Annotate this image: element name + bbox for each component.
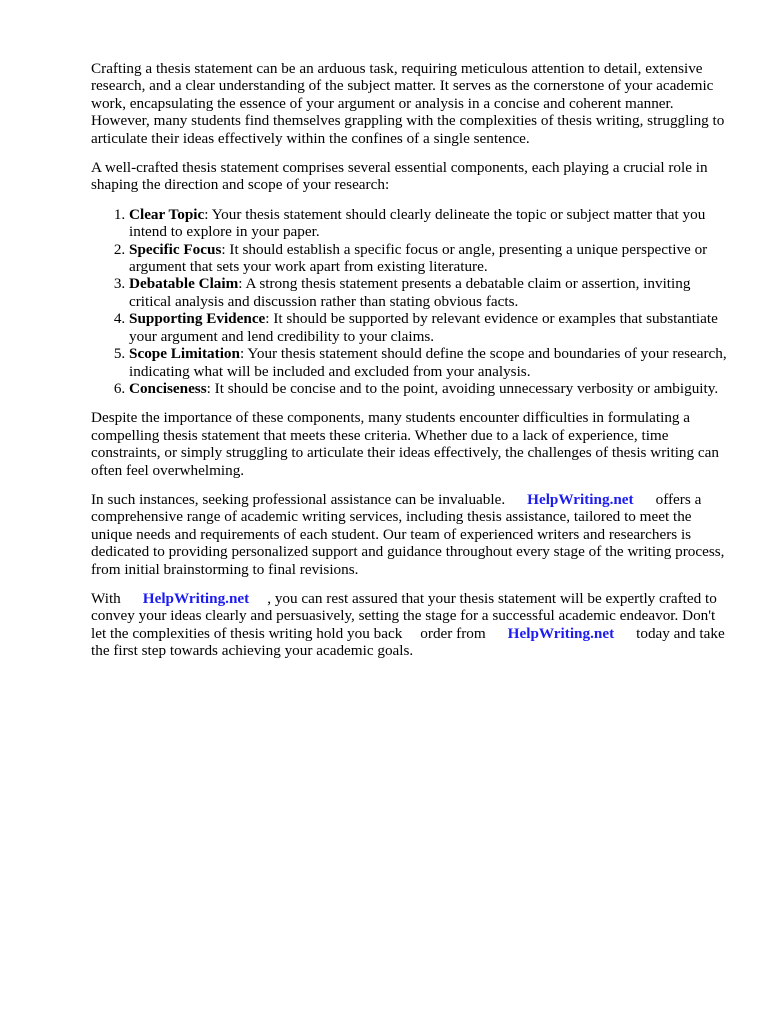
list-item-term: Supporting Evidence [129,310,266,328]
closing-text-before: With [91,589,121,607]
list-item [129,275,731,310]
list-item-desc: : It should establish a specific focus or angle, presenting a unique perspective or argument that sets your work apart from existing literature. [129,240,708,276]
list-item-term: Clear Topic [129,205,205,223]
closing-text-after: today and take the first step towards achieving your academic goals. [91,624,725,660]
intro-paragraph: Crafting a thesis statement can be an arduous task, requiring meticulous attention to detail, extensive research, and a clear understanding of the subject matter. It serves as the cornerstone of your academic work, encapsulating the essence of your argument or analysis in a concise and coherent manner. However, many students find themselves grappling with the complexities of thesis writing, struggling to articulate their ideas effectively within the confines of a single sentence. [91,60,725,147]
list-item [129,310,731,345]
list-item [129,345,731,380]
closing-text-middle: , you can rest assured that your thesis statement will be expertly crafted to convey your ideas clearly and persuasively, setting the stage for a successful academic endeavor. Don't let the complexities of thesis writing hold you back [91,589,717,642]
list-item [129,206,731,241]
list-item-desc: : A strong thesis statement presents a debatable claim or assertion, inviting critical analysis and discussion rather than stating obvious facts. [129,275,691,310]
helpwriting-link[interactable]: HelpWriting.net [527,490,634,508]
list-item-desc: : It should be supported by relevant evidence or examples that substantiate your argument and lend credibility to your claims. [129,310,718,345]
assistance-text-before: In such instances, seeking professional assistance can be invaluable. [91,490,506,508]
assistance-paragraph [91,491,731,578]
list-item [129,241,731,276]
closing-text-order: order from [420,624,486,642]
components-list [91,206,731,397]
list-item-desc: : Your thesis statement should define the scope and boundaries of your research, indicating what will be included and excluded from your analysis. [129,345,727,380]
list-item-term: Scope Limitation [129,345,240,363]
list-item-term: Specific Focus [129,240,222,258]
components-intro-paragraph: A well-crafted thesis statement comprises several essential components, each playing a crucial role in shaping the direction and scope of your research: [91,159,708,194]
list-item-term: Conciseness [129,379,207,397]
list-item-desc: : Your thesis statement should clearly delineate the topic or subject matter that you intend to explore in your paper. [129,205,706,241]
list-item-desc: : It should be concise and to the point, avoiding unnecessary verbosity or ambiguity. [206,379,719,397]
helpwriting-link[interactable]: HelpWriting.net [142,589,250,607]
challenges-paragraph: Despite the importance of these components, many students encounter difficulties in formulating a compelling thesis statement that meets these criteria. Whether due to a lack of experience, time constraints, or simply struggling to articulate their ideas effectively, the challenges of thesis writing can often feel overwhelming. [91,409,719,479]
assistance-text-after: offers a comprehensive range of academic writing services, including thesis assistance, tailored to meet the unique needs and requirements of each student. Our team of experienced writers and researchers is dedicated to providing personalized support and guidance throughout every stage of the writing process, from initial brainstorming to final revisions. [91,490,725,578]
helpwriting-link[interactable]: HelpWriting.net [507,624,615,642]
list-item-term: Debatable Claim [129,275,239,293]
closing-paragraph [91,590,731,660]
list-item [129,380,731,397]
